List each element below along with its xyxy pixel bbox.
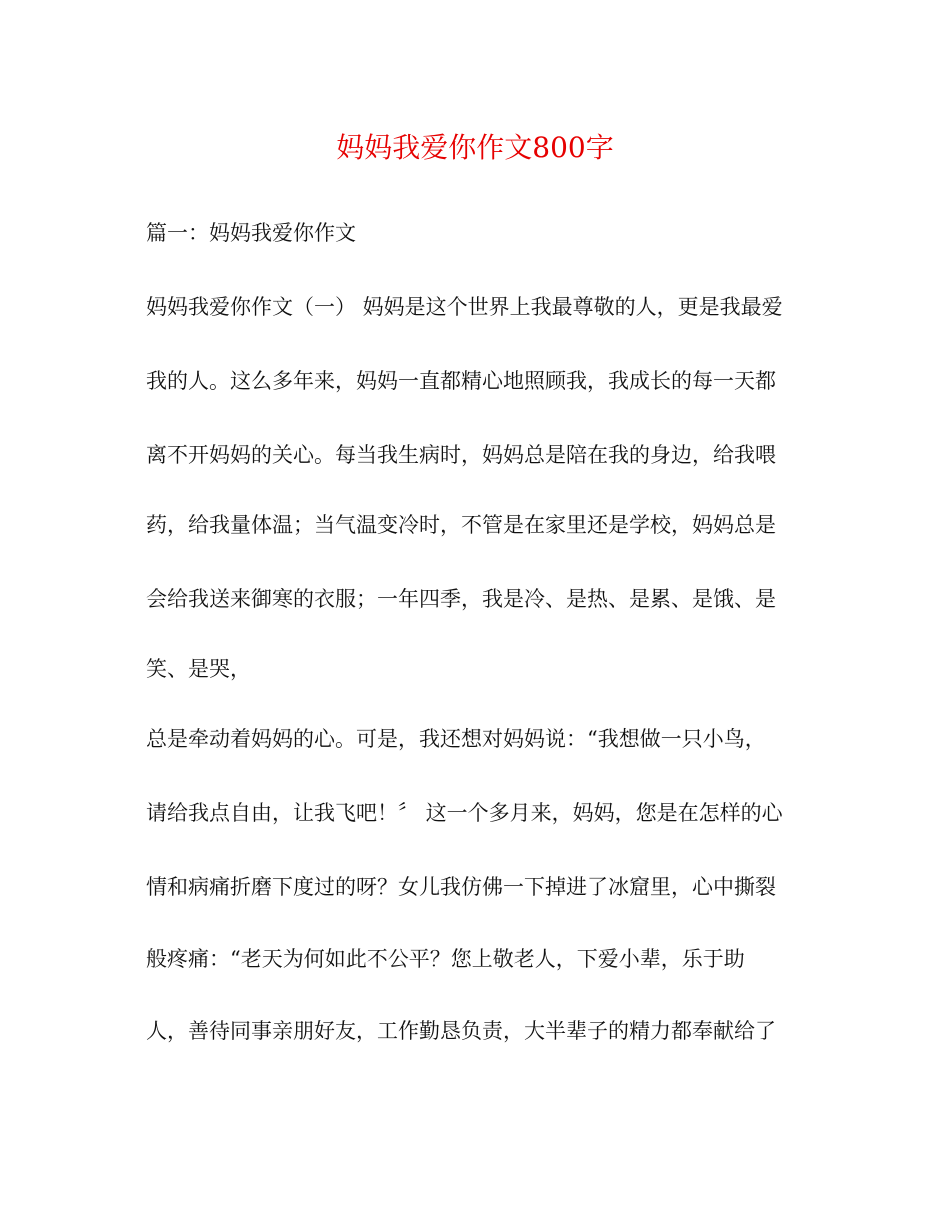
body-line: 药，给我量体温；当气温变冷时，不管是在家里还是学校，妈妈总是: [146, 513, 776, 537]
document-title: 妈妈我爱你作文800字: [336, 131, 614, 164]
body-line: 笑、是哭，: [146, 657, 251, 681]
body-line: 我的人。这么多年来，妈妈一直都精心地照顾我，我成长的每一天都: [146, 369, 776, 393]
body-line: 人，善待同事亲朋好友，工作勤恳负责，大半辈子的精力都奉献给了: [146, 1019, 776, 1043]
section-heading: 篇一：妈妈我爱你作文: [146, 221, 356, 245]
body-line: 会给我送来御寒的衣服；一年四季，我是冷、是热、是累、是饿、是: [146, 587, 776, 611]
body-line: 总是牵动着妈妈的心。可是，我还想对妈妈说：“我想做一只小鸟，: [146, 727, 766, 751]
body-line: 请给我点自由，让我飞吧！〞 这一个多月来，妈妈，您是在怎样的心: [146, 801, 783, 825]
body-line: 妈妈我爱你作文（一） 妈妈是这个世界上我最尊敬的人，更是我最爱: [146, 295, 783, 319]
body-line: 离不开妈妈的关心。每当我生病时，妈妈总是陪在我的身边，给我喂: [146, 443, 776, 467]
body-line: 情和病痛折磨下度过的呀？女儿我仿佛一下掉进了冰窟里，心中撕裂: [146, 875, 776, 899]
body-line: 般疼痛：“老天为何如此不公平？您上敬老人，下爱小辈，乐于助: [146, 947, 745, 971]
